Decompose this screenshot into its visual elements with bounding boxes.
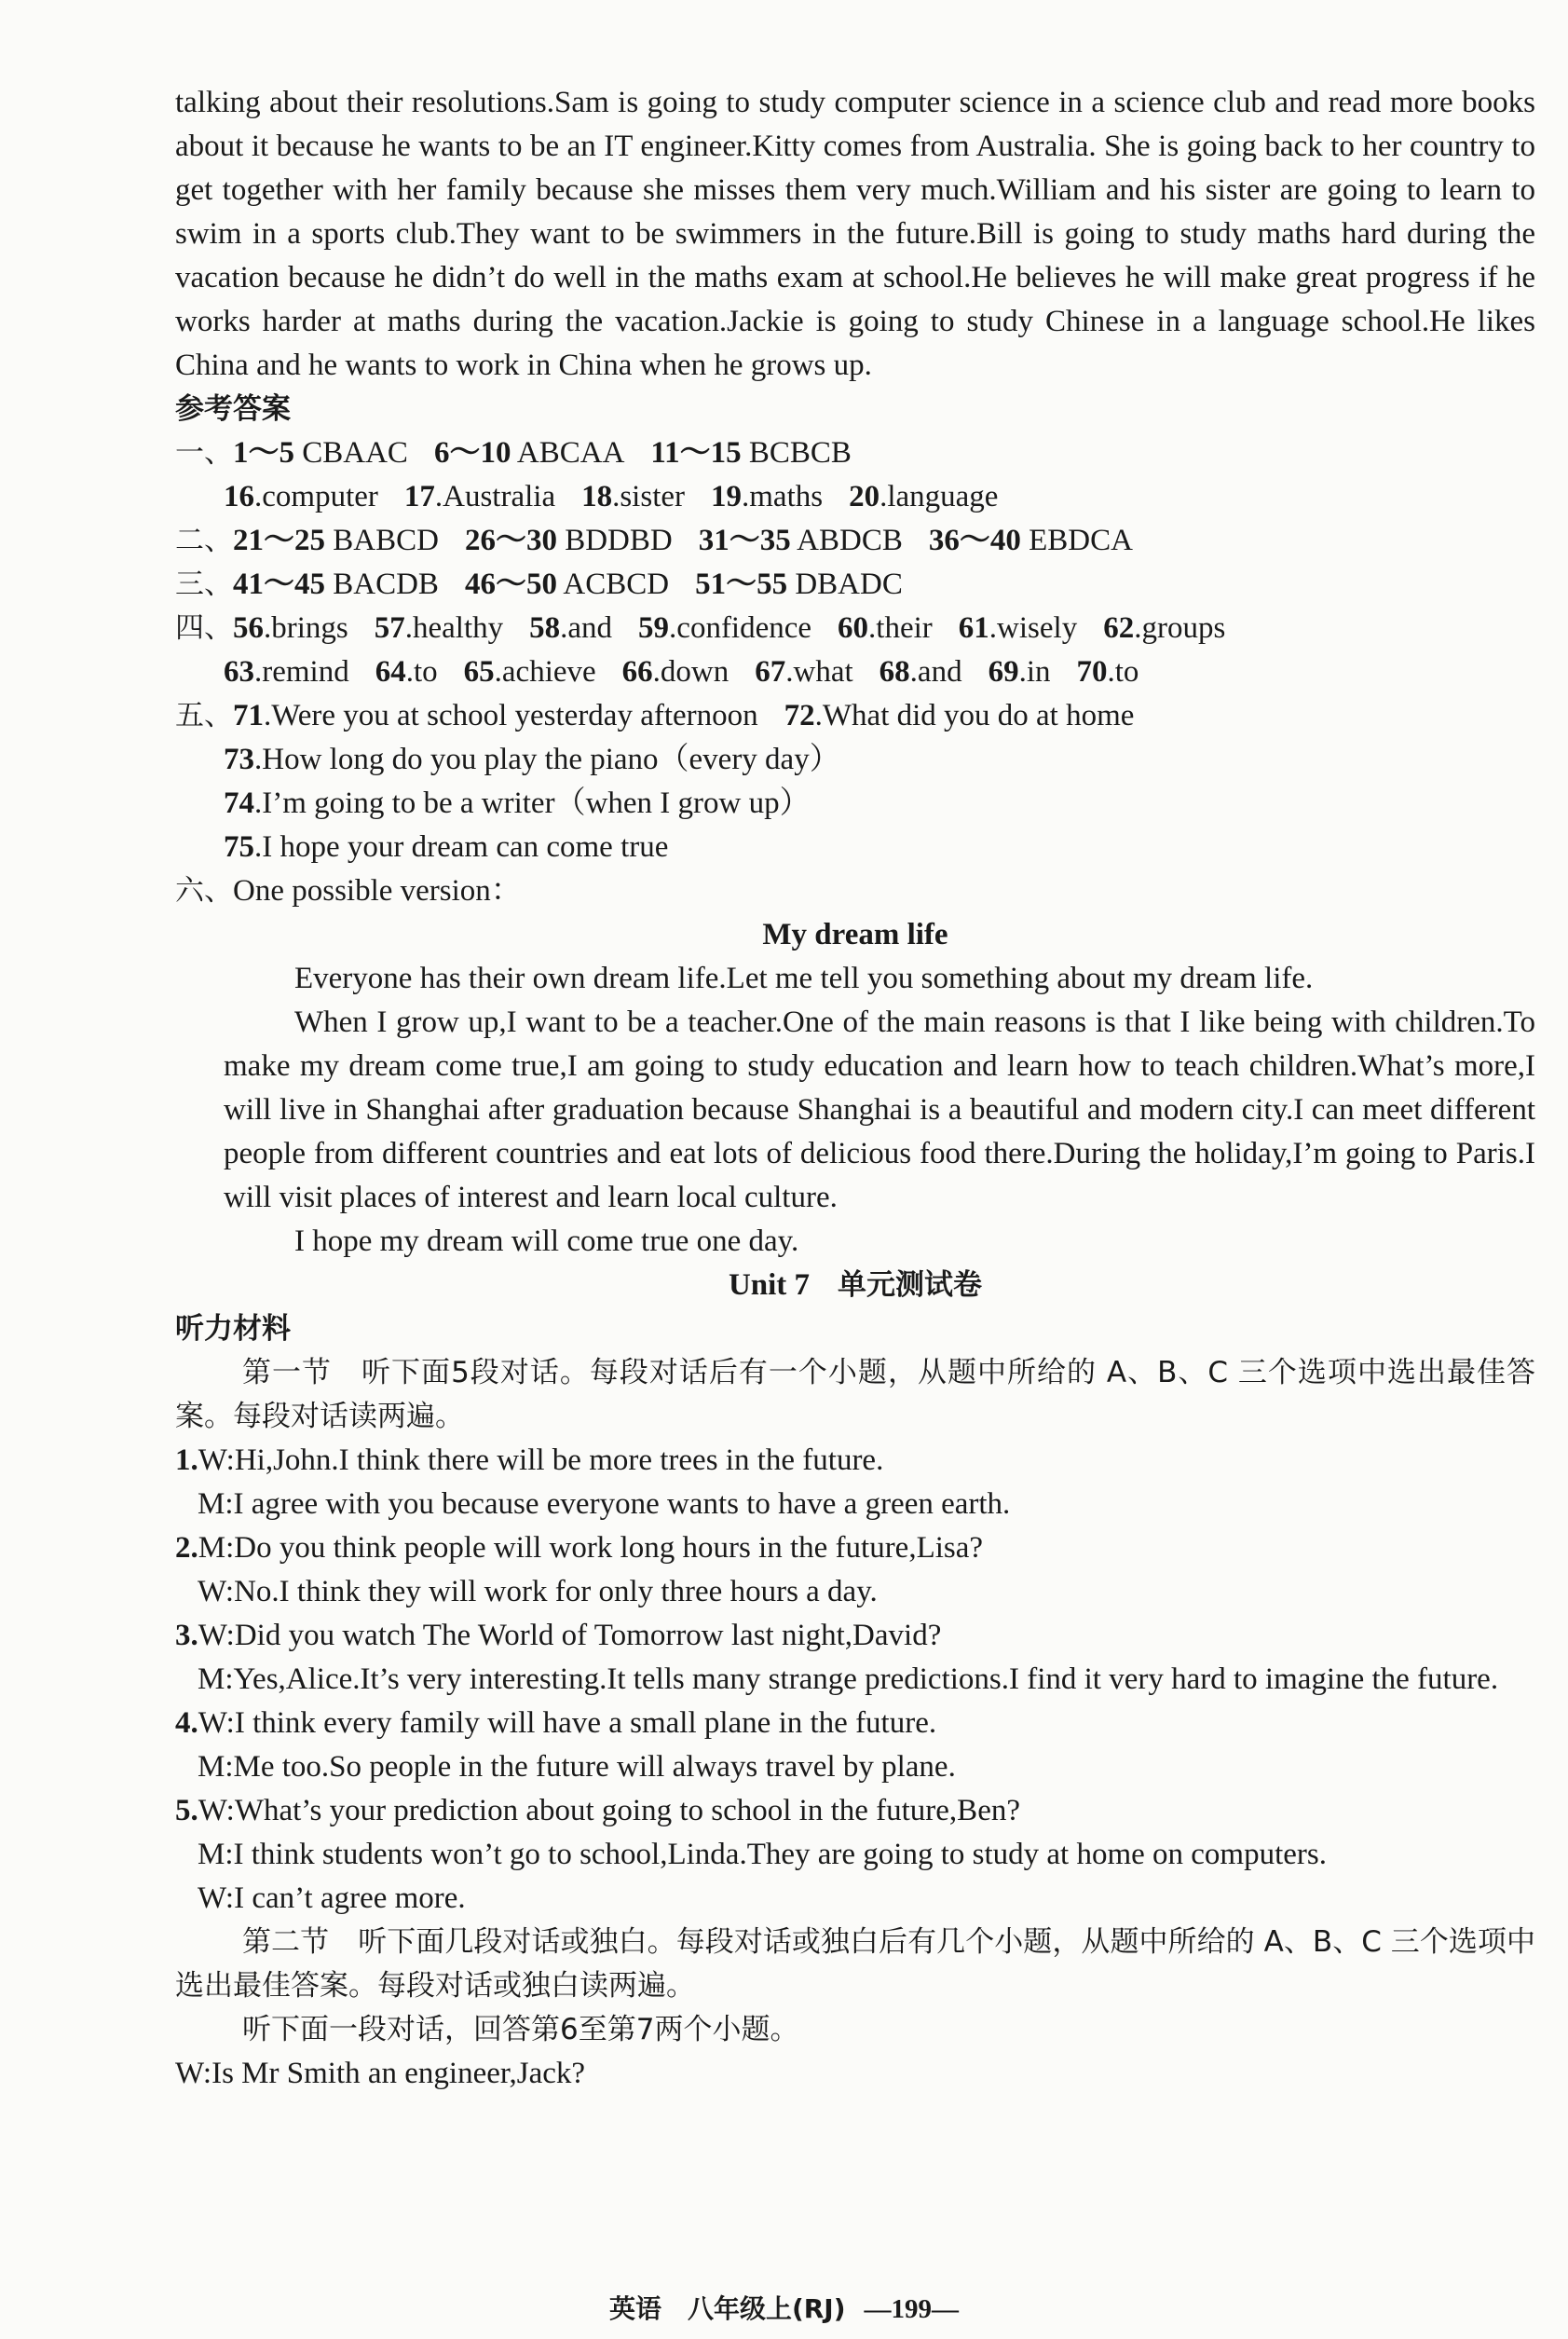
- dialogue-line: M: I think students won’t go to school,Linda.They are going to study at home on computers.: [198, 1838, 1327, 1871]
- dialogue-line: 5.W: What’s your prediction about going to school in the future,Ben?: [175, 1794, 1020, 1827]
- dialogue-line: M: I agree with you because everyone wants to have a green earth.: [198, 1487, 1011, 1521]
- answer-item: 26～30 BDDBD: [464, 524, 673, 557]
- section2-instructions: 第二节 听下面几段对话或独白。每段对话或独白后有几个小题，从题中所给的 A、B、C 三个选项中选出最佳答案。每段对话或独白读两遍。: [175, 1925, 1535, 2003]
- answer-item: 56.brings: [233, 611, 348, 645]
- answer-item: 72.What did you do at home: [784, 699, 1135, 732]
- essay-paragraph: I hope my dream will come true one day.: [294, 1224, 799, 1258]
- answer-item: 64.to: [375, 655, 438, 689]
- answer-item: 63.remind: [224, 655, 349, 689]
- essay-title: My dream life: [762, 918, 948, 951]
- answer-item: 17.Australia: [403, 480, 556, 513]
- answer-item: 66.down: [621, 655, 729, 689]
- unit-title: Unit 7 单元测试卷: [728, 1268, 983, 1302]
- section1-instructions: 第一节 听下面5段对话。每段对话后有一个小题，从题中所给的 A、B、C 三个选项中选出最佳答案。每段对话读两遍。: [175, 1356, 1535, 1433]
- answer-section-3: 三、41～45 BACDB 46～50 ACBCD 51～55 DBADC: [175, 563, 1535, 607]
- answer-item: 6～10 ABCAA: [433, 436, 625, 470]
- intro-paragraph: talking about their resolutions.Sam is going to study computer science in a science club and read more books about it because he wants to be an IT engineer.Kitty comes from Australia. She is going back to her country to get together with her family because she misses them very much.William and his sister are going to learn to swim in a sports club.They want to be swimmers in the future.Bill is going to study maths hard during the vacation because he didn’t do well in the maths exam at school.He believes he will make great progress if he works harder at maths during the vacation.Jackie is going to study Chinese in a language school.He likes China and he wants to work in China when he grows up.: [175, 86, 1535, 382]
- answer-item: 46～50 ACBCD: [464, 568, 670, 601]
- answer-item: 11～15 BCBCB: [650, 436, 852, 470]
- answer-item: 19.maths: [711, 480, 824, 513]
- page-footer: [0, 2289, 1568, 2326]
- answer-section-6: 六、One possible version：: [175, 874, 522, 908]
- answer-item: 74.I’m going to be a writer（when I grow up）: [224, 787, 811, 820]
- answer-section-2: 二、21～25 BABCD 26～30 BDDBD 31～35 ABDCB 36～40 EBDCA: [175, 519, 1535, 563]
- answer-item: 65.achieve: [463, 655, 596, 689]
- answer-section-1: 一、1～5 CBAAC 6～10 ABCAA 11～15 BCBCB 16.computer 17.Australia 18.sister 19.maths 20.language: [175, 431, 1535, 519]
- answer-item: 57.healthy: [374, 611, 504, 645]
- listening-heading: 听力材料: [175, 1312, 291, 1346]
- last-dialogue-line: [175, 2052, 1535, 2096]
- content: [175, 81, 1535, 2096]
- answer-item: 73.How long do you play the piano（every day）: [224, 743, 840, 776]
- answer-item: 69.in: [988, 655, 1051, 689]
- page-number: —199—: [864, 2294, 960, 2324]
- dialogue-line: W: I can’t agree more.: [198, 1881, 466, 1915]
- answer-section-5: 五、71.Were you at school yesterday afternoon 72.What did you do at home 73.How long do you play the piano（every day） 74.I’m going to be a writer（when I grow up） 75.I hope your dream can come true: [175, 694, 1535, 869]
- dialogue-line: 3.W: Did you watch The World of Tomorrow last night,David?: [175, 1619, 942, 1652]
- answer-item: 1～5 CBAAC: [233, 436, 408, 470]
- answer-item: 59.confidence: [638, 611, 812, 645]
- answer-item: 20.language: [849, 480, 999, 513]
- essay-paragraph: When I grow up,I want to be a teacher.One of the main reasons is that I like being with children.To make my dream come true,I am going to study education and learn how to teach children.What’s more,I will live in Shanghai after graduation because Shanghai is a beautiful and modern city.I can meet different people from different countries and eat lots of delicious food there.During the holiday,I’m going to Paris.I will visit places of interest and learn local culture.: [224, 1005, 1535, 1214]
- dialogue-line: M: Yes,Alice.It’s very interesting.It tells many strange predictions.I find it very hard to imagine the future.: [198, 1662, 1499, 1696]
- dialogues: [175, 1439, 1535, 1921]
- answer-item: 70.to: [1076, 655, 1139, 689]
- dialogue-line: W: No.I think they will work for only three hours a day.: [198, 1575, 878, 1608]
- answer-item: 61.wisely: [958, 611, 1078, 645]
- version-label: One possible version：: [233, 874, 522, 908]
- dialogue-line: 2.M: Do you think people will work long hours in the future,Lisa?: [175, 1531, 984, 1565]
- answer-item: 41～45 BACDB: [233, 568, 439, 601]
- answers-heading: 参考答案: [175, 392, 291, 426]
- answer-item: 21～25 BABCD: [233, 524, 439, 557]
- answer-item: 67.what: [755, 655, 853, 689]
- answer-section-4: 四、56.brings 57.healthy 58.and 59.confidence 60.their 61.wisely 62.groups 63.remind 64.to 65.achieve 66.down 67.what 68.and 69.in 70.to: [175, 607, 1535, 694]
- answer-item: 51～55 DBADC: [695, 568, 903, 601]
- answer-item: 58.and: [529, 611, 613, 645]
- answer-item: 71.Were you at school yesterday afternoon: [233, 699, 758, 732]
- answer-item: 31～35 ABDCB: [698, 524, 903, 557]
- dialogue-line: 4.W: I think every family will have a small plane in the future.: [175, 1706, 937, 1740]
- answer-item: 68.and: [879, 655, 962, 689]
- answer-item: 75.I hope your dream can come true: [224, 830, 669, 864]
- answer-item: 16.computer: [224, 480, 378, 513]
- answer-item: 60.their: [838, 611, 933, 645]
- footer-subject: 英语 八年级上(RJ): [608, 2293, 846, 2324]
- essay-body: [175, 957, 1535, 1264]
- dialogue-line: 1.W: Hi,John.I think there will be more trees in the future.: [175, 1443, 884, 1477]
- answer-item: 36～40 EBDCA: [928, 524, 1133, 557]
- answer-item: 62.groups: [1103, 611, 1226, 645]
- section2-sub: 听下面一段对话，回答第6至第7两个小题。: [242, 2013, 799, 2046]
- answer-item: 18.sister: [581, 480, 686, 513]
- essay-paragraph: Everyone has their own dream life.Let me tell you something about my dream life.: [294, 962, 1314, 995]
- dialogue-line: W: Is Mr Smith an engineer,Jack?: [175, 2057, 586, 2090]
- dialogue-line: M: Me too.So people in the future will always travel by plane.: [198, 1750, 956, 1784]
